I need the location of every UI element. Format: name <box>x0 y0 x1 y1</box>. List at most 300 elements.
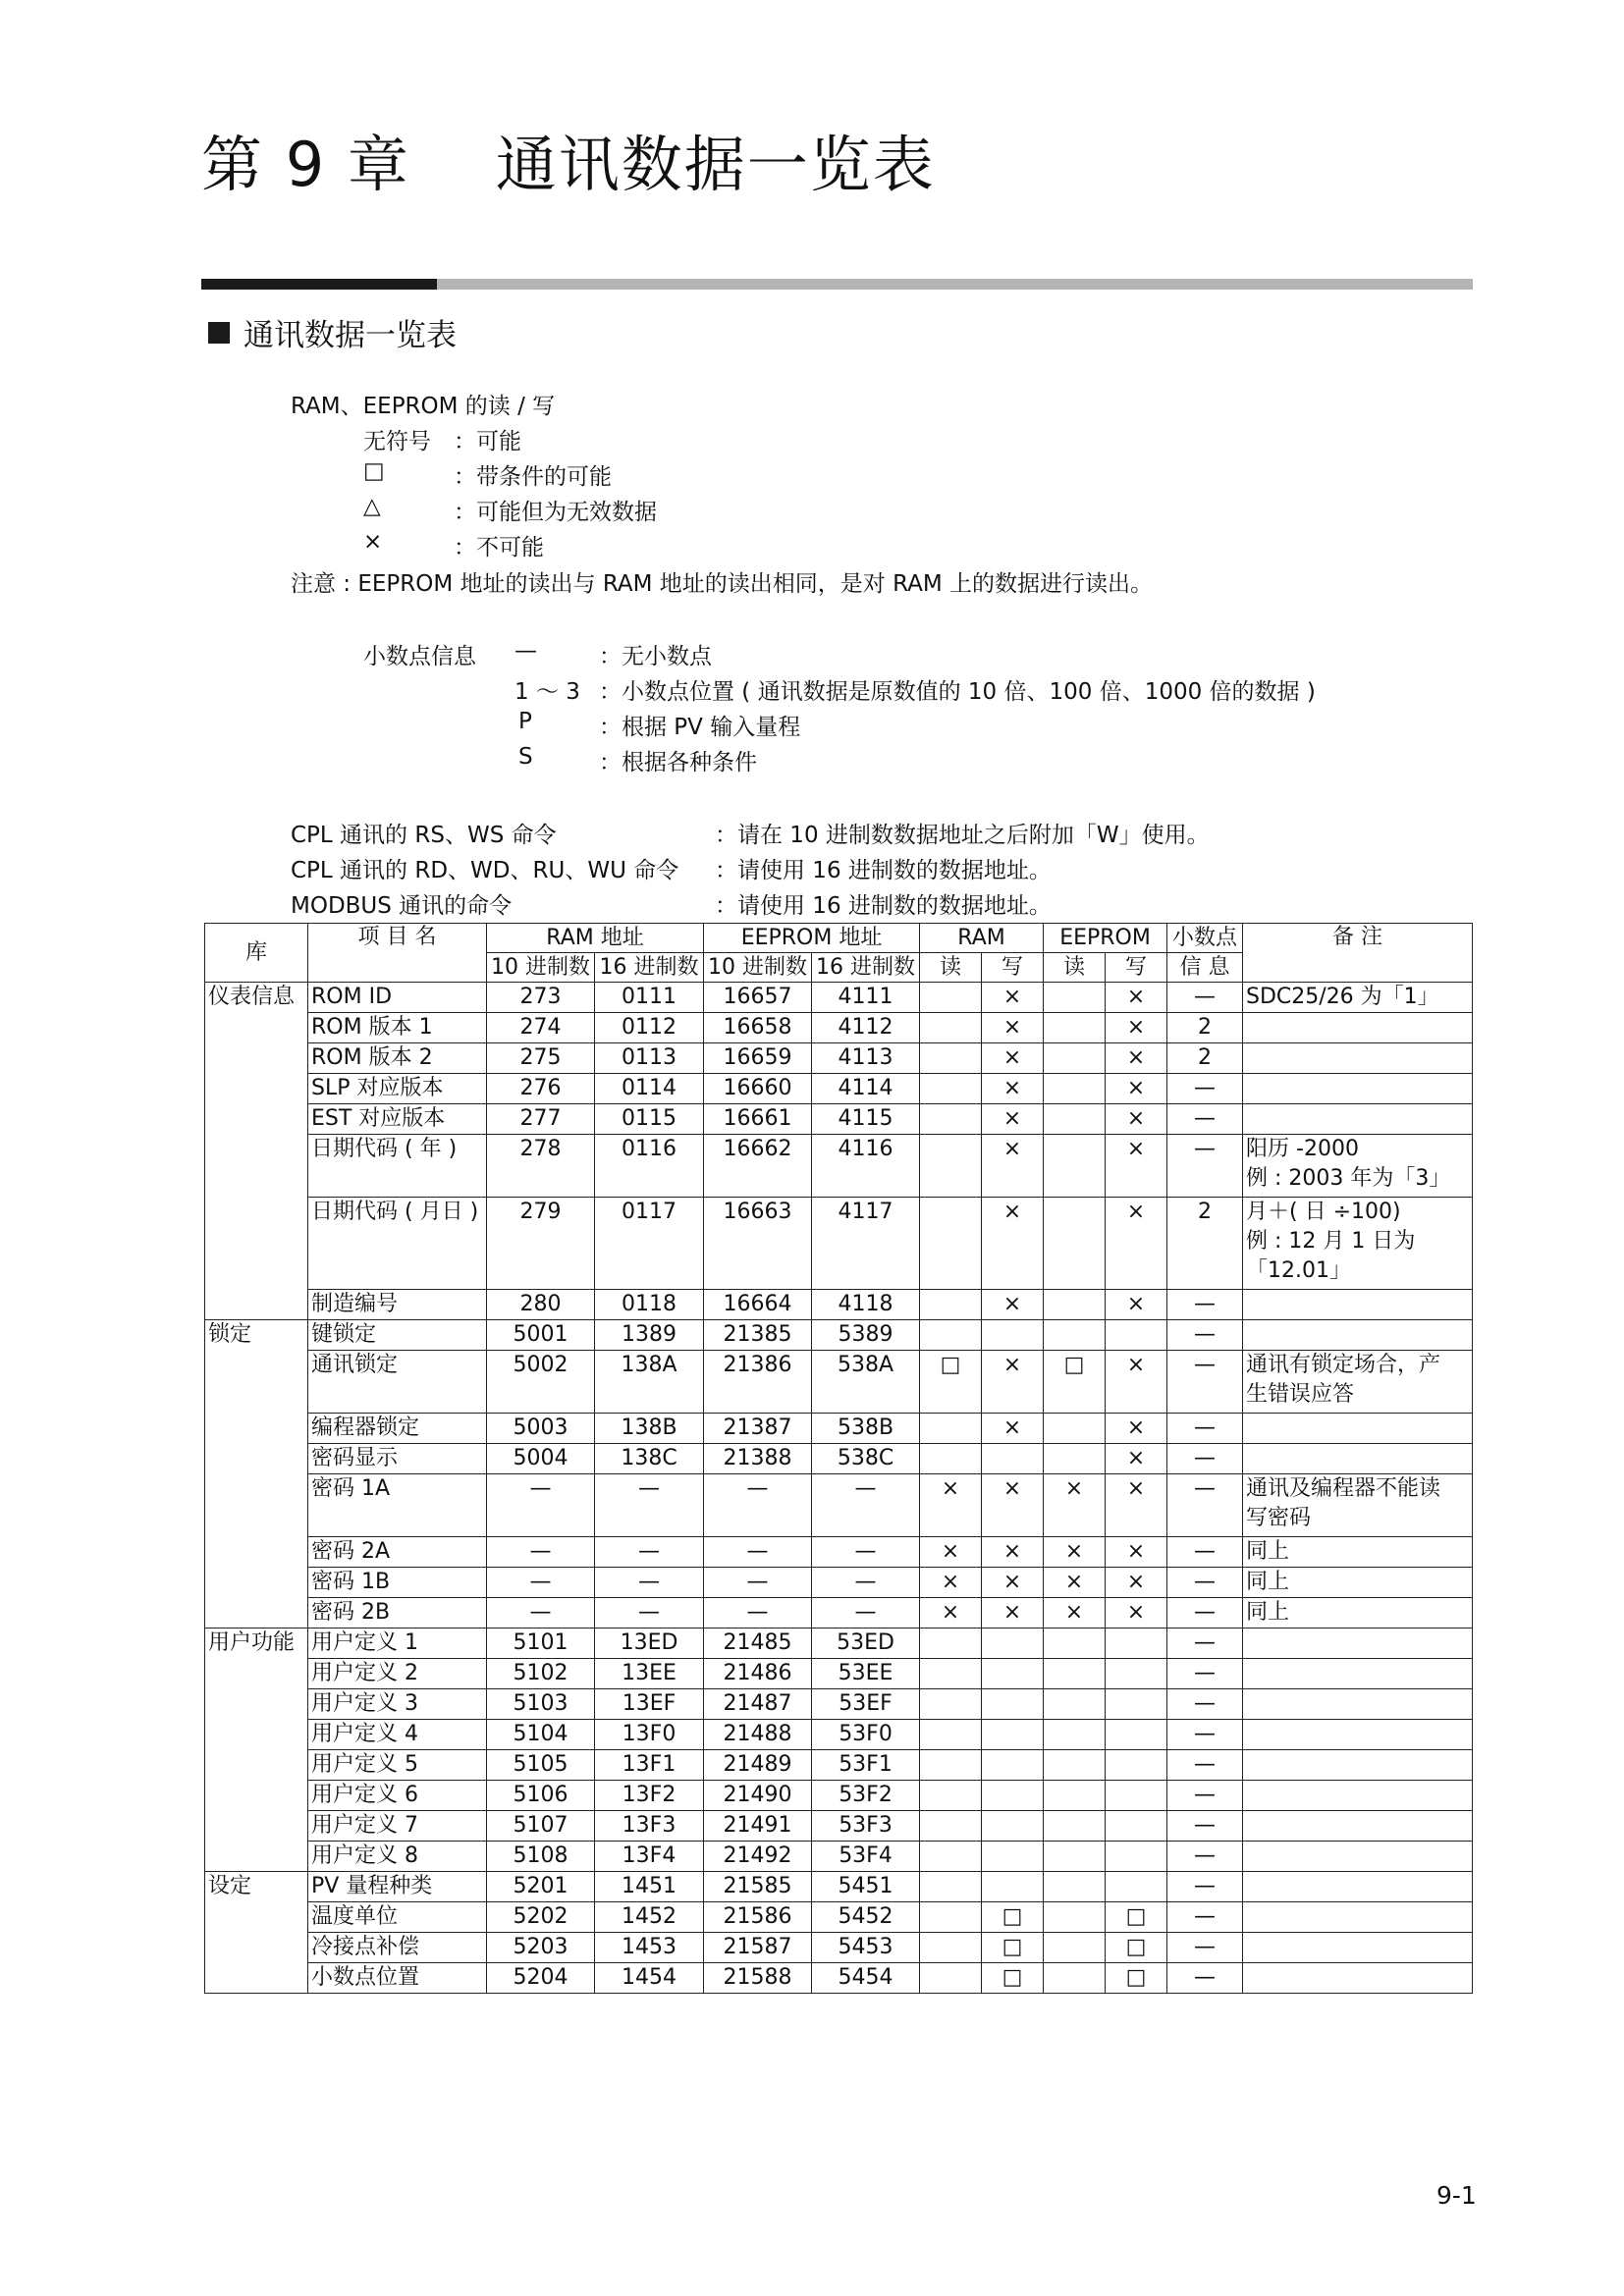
ram-hex16: 0111 <box>595 983 704 1013</box>
eeprom-hex16: 53F3 <box>812 1811 920 1842</box>
remark: 通讯及编程器不能读 写密码 <box>1243 1474 1473 1537</box>
ram-dec10: 5004 <box>487 1444 595 1474</box>
lib-cell <box>205 1720 308 1750</box>
eeprom-dec10: 21488 <box>704 1720 812 1750</box>
lib-cell <box>205 1474 308 1537</box>
eeprom-dec10: — <box>704 1568 812 1598</box>
decimal-info: 2 <box>1167 1013 1243 1043</box>
decimal-info: — <box>1167 1720 1243 1750</box>
item-name: 用户定义 7 <box>308 1811 487 1842</box>
eeprom-read <box>1044 1781 1106 1811</box>
table-row <box>205 1842 1473 1872</box>
eeprom-read <box>1044 1135 1106 1198</box>
ram-dec10: 5101 <box>487 1629 595 1659</box>
remark: 月＋( 日 ÷100) 例 : 12 月 1 日为 「12.01」 <box>1243 1198 1473 1290</box>
eeprom-dec10: 21386 <box>704 1351 812 1414</box>
remark <box>1243 1320 1473 1351</box>
ram-read <box>920 1842 982 1872</box>
header-read: 读 <box>1044 953 1106 983</box>
ram-write <box>982 1320 1044 1351</box>
item-name: 日期代码 ( 年 ) <box>308 1135 487 1198</box>
item-name: 制造编号 <box>308 1290 487 1320</box>
ram-read: □ <box>920 1351 982 1414</box>
decimal-symbol: — <box>514 638 537 664</box>
decimal-info: — <box>1167 983 1243 1013</box>
eeprom-dec10: 16658 <box>704 1013 812 1043</box>
decimal-info: — <box>1167 1963 1243 1994</box>
ram-dec10: — <box>487 1598 595 1629</box>
lib-cell <box>205 1135 308 1198</box>
remark <box>1243 1659 1473 1689</box>
ram-hex16: — <box>595 1598 704 1629</box>
ram-read <box>920 1720 982 1750</box>
item-name: 用户定义 1 <box>308 1629 487 1659</box>
table-row <box>205 1811 1473 1842</box>
eeprom-hex16: 5452 <box>812 1902 920 1933</box>
ram-read: × <box>920 1537 982 1568</box>
ram-dec10: 277 <box>487 1104 595 1135</box>
eeprom-read <box>1044 1842 1106 1872</box>
item-name: 密码显示 <box>308 1444 487 1474</box>
ram-hex16: 13EF <box>595 1689 704 1720</box>
ram-read <box>920 1629 982 1659</box>
header-ram-addr: RAM 地址 <box>487 924 704 953</box>
eeprom-write <box>1106 1781 1167 1811</box>
eeprom-write: × <box>1106 1568 1167 1598</box>
eeprom-dec10: 21586 <box>704 1902 812 1933</box>
item-name: ROM 版本 1 <box>308 1013 487 1043</box>
command-name: CPL 通讯的 RD、WD、RU、WU 命令 <box>291 858 679 883</box>
decimal-symbol: S <box>518 744 533 770</box>
ram-dec10: 5102 <box>487 1659 595 1689</box>
item-name: 用户定义 5 <box>308 1750 487 1781</box>
ram-hex16: 1453 <box>595 1933 704 1963</box>
eeprom-dec10: 16662 <box>704 1135 812 1198</box>
lib-cell <box>205 1351 308 1414</box>
eeprom-write: × <box>1106 1444 1167 1474</box>
eeprom-hex16: 4115 <box>812 1104 920 1135</box>
lib-cell: 设定 <box>205 1872 308 1902</box>
ram-dec10: 5107 <box>487 1811 595 1842</box>
ram-dec10: 5001 <box>487 1320 595 1351</box>
ram-dec10: 5104 <box>487 1720 595 1750</box>
eeprom-read <box>1044 1811 1106 1842</box>
decimal-info: — <box>1167 1135 1243 1198</box>
eeprom-hex16: 4116 <box>812 1135 920 1198</box>
lib-cell <box>205 1842 308 1872</box>
lib-cell <box>205 1598 308 1629</box>
eeprom-dec10: — <box>704 1537 812 1568</box>
legend-desc: ：不可能 <box>454 535 544 561</box>
ram-write <box>982 1842 1044 1872</box>
table-row <box>205 1963 1473 1994</box>
ram-hex16: — <box>595 1537 704 1568</box>
eeprom-dec10: 16664 <box>704 1290 812 1320</box>
table-row <box>205 1659 1473 1689</box>
ram-write: × <box>982 1568 1044 1598</box>
remark <box>1243 1842 1473 1872</box>
legend-symbol: △ <box>363 494 381 519</box>
ram-write: × <box>982 1043 1044 1074</box>
eeprom-read <box>1044 1720 1106 1750</box>
ram-hex16: 1454 <box>595 1963 704 1994</box>
section-heading <box>208 310 457 354</box>
eeprom-hex16: 538B <box>812 1414 920 1444</box>
lib-cell <box>205 1781 308 1811</box>
table-row <box>205 1689 1473 1720</box>
eeprom-read <box>1044 1689 1106 1720</box>
command-desc: ：请使用 16 进制数的数据地址。 <box>715 893 1052 919</box>
eeprom-dec10: 16657 <box>704 983 812 1013</box>
ram-hex16: 13F1 <box>595 1750 704 1781</box>
decimal-info: — <box>1167 1537 1243 1568</box>
ram-dec10: 274 <box>487 1013 595 1043</box>
item-name: EST 对应版本 <box>308 1104 487 1135</box>
ram-dec10: 280 <box>487 1290 595 1320</box>
eeprom-dec10: 21588 <box>704 1963 812 1994</box>
remark <box>1243 1933 1473 1963</box>
remark: 通讯有锁定场合，产 生错误应答 <box>1243 1351 1473 1414</box>
ram-hex16: 0115 <box>595 1104 704 1135</box>
eeprom-write: × <box>1106 1135 1167 1198</box>
ram-hex16: 13F0 <box>595 1720 704 1750</box>
eeprom-hex16: 5453 <box>812 1933 920 1963</box>
eeprom-hex16: 53F4 <box>812 1842 920 1872</box>
lib-cell <box>205 1013 308 1043</box>
ram-write: □ <box>982 1933 1044 1963</box>
header-write: 写 <box>1106 953 1167 983</box>
eeprom-write <box>1106 1320 1167 1351</box>
ram-dec10: 276 <box>487 1074 595 1104</box>
ram-read <box>920 1659 982 1689</box>
remark <box>1243 1781 1473 1811</box>
header-decimal: 小数点 <box>1167 924 1243 953</box>
eeprom-dec10: 16663 <box>704 1198 812 1290</box>
decimal-info: — <box>1167 1290 1243 1320</box>
decimal-info: — <box>1167 1414 1243 1444</box>
eeprom-read <box>1044 1750 1106 1781</box>
decimal-label: 小数点信息 <box>363 644 476 669</box>
title-rule-accent <box>201 279 437 290</box>
eeprom-hex16: 53F2 <box>812 1781 920 1811</box>
ram-dec10: 5201 <box>487 1872 595 1902</box>
ram-hex16: 0113 <box>595 1043 704 1074</box>
eeprom-hex16: 4117 <box>812 1198 920 1290</box>
lib-cell <box>205 1902 308 1933</box>
decimal-info: — <box>1167 1689 1243 1720</box>
ram-dec10: — <box>487 1568 595 1598</box>
eeprom-write <box>1106 1659 1167 1689</box>
command-desc: ：请使用 16 进制数的数据地址。 <box>715 858 1052 883</box>
ram-hex16: 0112 <box>595 1013 704 1043</box>
decimal-symbol: P <box>518 709 532 734</box>
ram-hex16: 0117 <box>595 1198 704 1290</box>
eeprom-read: □ <box>1044 1351 1106 1414</box>
ram-read <box>920 1933 982 1963</box>
ram-write: × <box>982 1537 1044 1568</box>
item-name: ROM ID <box>308 983 487 1013</box>
eeprom-read <box>1044 983 1106 1013</box>
eeprom-hex16: 4114 <box>812 1074 920 1104</box>
lib-cell <box>205 1933 308 1963</box>
lib-cell <box>205 1689 308 1720</box>
ram-dec10: 5105 <box>487 1750 595 1781</box>
item-name: 用户定义 6 <box>308 1781 487 1811</box>
header-eeprom: EEPROM <box>1044 924 1167 953</box>
decimal-info: 2 <box>1167 1043 1243 1074</box>
decimal-info: — <box>1167 1320 1243 1351</box>
eeprom-hex16: 53F1 <box>812 1750 920 1781</box>
eeprom-read <box>1044 1104 1106 1135</box>
item-name: 键锁定 <box>308 1320 487 1351</box>
eeprom-write: × <box>1106 1351 1167 1414</box>
ram-write: × <box>982 1135 1044 1198</box>
ram-read: × <box>920 1568 982 1598</box>
chapter-title: 第 9 章 通讯数据一览表 <box>201 129 936 200</box>
command-name: CPL 通讯的 RS、WS 命令 <box>291 823 557 848</box>
item-name: 日期代码 ( 月日 ) <box>308 1198 487 1290</box>
legend-desc: ：可能 <box>454 429 521 454</box>
decimal-info: — <box>1167 1351 1243 1414</box>
legend-symbol: 无符号 <box>363 429 431 454</box>
eeprom-write: × <box>1106 1414 1167 1444</box>
eeprom-write: × <box>1106 1104 1167 1135</box>
table-row <box>205 1629 1473 1659</box>
remark <box>1243 1290 1473 1320</box>
eeprom-read <box>1044 1013 1106 1043</box>
ram-hex16: 138A <box>595 1351 704 1414</box>
ram-dec10: — <box>487 1474 595 1537</box>
decimal-info: — <box>1167 1568 1243 1598</box>
decimal-info: — <box>1167 1474 1243 1537</box>
ram-dec10: 5203 <box>487 1933 595 1963</box>
eeprom-read <box>1044 1963 1106 1994</box>
ram-write <box>982 1659 1044 1689</box>
remark: SDC25/26 为「1」 <box>1243 983 1473 1013</box>
item-name: 用户定义 8 <box>308 1842 487 1872</box>
ram-read <box>920 1872 982 1902</box>
lib-cell <box>205 1568 308 1598</box>
eeprom-read <box>1044 1414 1106 1444</box>
eeprom-read <box>1044 1290 1106 1320</box>
ram-write: × <box>982 1351 1044 1414</box>
eeprom-write: × <box>1106 1198 1167 1290</box>
ram-read <box>920 1781 982 1811</box>
eeprom-dec10: 21587 <box>704 1933 812 1963</box>
eeprom-write: × <box>1106 1537 1167 1568</box>
header-hex16: 16 进制数 <box>812 953 920 983</box>
header-remark: 备 注 <box>1243 924 1473 983</box>
table-row <box>205 1568 1473 1598</box>
ram-write <box>982 1444 1044 1474</box>
ram-write: × <box>982 1104 1044 1135</box>
decimal-info: — <box>1167 1933 1243 1963</box>
eeprom-dec10: 21491 <box>704 1811 812 1842</box>
eeprom-write <box>1106 1750 1167 1781</box>
ram-dec10: 5204 <box>487 1963 595 1994</box>
ram-write: × <box>982 1074 1044 1104</box>
ram-write: × <box>982 1013 1044 1043</box>
eeprom-read: × <box>1044 1568 1106 1598</box>
remark <box>1243 1414 1473 1444</box>
eeprom-hex16: 5451 <box>812 1872 920 1902</box>
comm-data-table <box>204 923 1473 1994</box>
decimal-info: — <box>1167 1811 1243 1842</box>
table-row <box>205 1135 1473 1198</box>
remark <box>1243 1750 1473 1781</box>
eeprom-dec10: — <box>704 1474 812 1537</box>
remark <box>1243 1872 1473 1902</box>
eeprom-dec10: 21485 <box>704 1629 812 1659</box>
decimal-info: — <box>1167 1781 1243 1811</box>
table-row <box>205 1320 1473 1351</box>
remark <box>1243 1902 1473 1933</box>
eeprom-dec10: 21492 <box>704 1842 812 1872</box>
eeprom-hex16: — <box>812 1568 920 1598</box>
legend-desc: ：带条件的可能 <box>454 464 612 490</box>
ram-write <box>982 1811 1044 1842</box>
table-row <box>205 1750 1473 1781</box>
ram-dec10: — <box>487 1537 595 1568</box>
eeprom-write <box>1106 1720 1167 1750</box>
ram-write: □ <box>982 1963 1044 1994</box>
decimal-desc: ：根据 PV 输入量程 <box>599 715 801 740</box>
ram-dec10: 5003 <box>487 1414 595 1444</box>
eeprom-note: 注意 : EEPROM 地址的读出与 RAM 地址的读出相同，是对 RAM 上的数据进行读出。 <box>291 571 1154 597</box>
ram-read <box>920 1902 982 1933</box>
ram-dec10: 278 <box>487 1135 595 1198</box>
lib-cell <box>205 1198 308 1290</box>
eeprom-read <box>1044 1659 1106 1689</box>
command-desc: ：请在 10 进制数数据地址之后附加「W」使用。 <box>715 823 1210 848</box>
ram-write: × <box>982 983 1044 1013</box>
eeprom-write: □ <box>1106 1933 1167 1963</box>
ram-dec10: 279 <box>487 1198 595 1290</box>
remark <box>1243 1811 1473 1842</box>
header-eeprom-addr: EEPROM 地址 <box>704 924 920 953</box>
section-title: 通讯数据一览表 <box>244 318 457 353</box>
square-bullet-icon <box>208 322 230 344</box>
eeprom-write <box>1106 1689 1167 1720</box>
eeprom-dec10: 16659 <box>704 1043 812 1074</box>
lib-cell: 锁定 <box>205 1320 308 1351</box>
lib-cell <box>205 1043 308 1074</box>
table-body <box>205 983 1473 1994</box>
table-row <box>205 1781 1473 1811</box>
remark: 同上 <box>1243 1568 1473 1598</box>
remark <box>1243 1689 1473 1720</box>
item-name: 密码 1A <box>308 1474 487 1537</box>
remark <box>1243 1720 1473 1750</box>
remark <box>1243 1629 1473 1659</box>
eeprom-write: □ <box>1106 1902 1167 1933</box>
ram-dec10: 5106 <box>487 1781 595 1811</box>
table-row <box>205 1043 1473 1074</box>
eeprom-dec10: 21490 <box>704 1781 812 1811</box>
ram-hex16: 0118 <box>595 1290 704 1320</box>
eeprom-dec10: 21385 <box>704 1320 812 1351</box>
lib-cell <box>205 1750 308 1781</box>
lib-cell <box>205 1963 308 1994</box>
table-row <box>205 1198 1473 1290</box>
lib-cell: 仪表信息 <box>205 983 308 1013</box>
ram-hex16: 1451 <box>595 1872 704 1902</box>
eeprom-write <box>1106 1842 1167 1872</box>
legend-symbol: × <box>363 529 383 555</box>
ram-dec10: 5103 <box>487 1689 595 1720</box>
eeprom-hex16: 538A <box>812 1351 920 1414</box>
eeprom-hex16: 53F0 <box>812 1720 920 1750</box>
ram-read <box>920 1013 982 1043</box>
eeprom-hex16: 4112 <box>812 1013 920 1043</box>
decimal-info: — <box>1167 1750 1243 1781</box>
decimal-info: — <box>1167 1659 1243 1689</box>
remark <box>1243 1444 1473 1474</box>
eeprom-dec10: — <box>704 1598 812 1629</box>
item-name: 用户定义 4 <box>308 1720 487 1750</box>
decimal-info: — <box>1167 1598 1243 1629</box>
ram-read <box>920 1135 982 1198</box>
table-row <box>205 1074 1473 1104</box>
ram-write <box>982 1872 1044 1902</box>
eeprom-write: × <box>1106 983 1167 1013</box>
decimal-desc: ：无小数点 <box>599 644 712 669</box>
eeprom-read <box>1044 1320 1106 1351</box>
item-name: PV 量程种类 <box>308 1872 487 1902</box>
item-name: 密码 2B <box>308 1598 487 1629</box>
lib-cell <box>205 1290 308 1320</box>
decimal-info: 2 <box>1167 1198 1243 1290</box>
ram-write <box>982 1629 1044 1659</box>
decimal-desc: ：根据各种条件 <box>599 750 757 775</box>
item-name: ROM 版本 2 <box>308 1043 487 1074</box>
eeprom-dec10: 21489 <box>704 1750 812 1781</box>
page-number: 9-1 <box>1436 2181 1477 2210</box>
eeprom-hex16: 53ED <box>812 1629 920 1659</box>
eeprom-hex16: 5454 <box>812 1963 920 1994</box>
eeprom-hex16: 4111 <box>812 983 920 1013</box>
item-name: 小数点位置 <box>308 1963 487 1994</box>
eeprom-read <box>1044 1933 1106 1963</box>
ram-read <box>920 1414 982 1444</box>
eeprom-read <box>1044 1629 1106 1659</box>
eeprom-write: × <box>1106 1290 1167 1320</box>
ram-write: × <box>982 1198 1044 1290</box>
table-row <box>205 1104 1473 1135</box>
ram-hex16: 13F2 <box>595 1781 704 1811</box>
eeprom-hex16: — <box>812 1598 920 1629</box>
eeprom-read: × <box>1044 1537 1106 1568</box>
header-read: 读 <box>920 953 982 983</box>
eeprom-write: □ <box>1106 1963 1167 1994</box>
decimal-info: — <box>1167 1902 1243 1933</box>
header-write: 写 <box>982 953 1044 983</box>
eeprom-read: × <box>1044 1474 1106 1537</box>
lib-cell <box>205 1537 308 1568</box>
ram-dec10: 5202 <box>487 1902 595 1933</box>
eeprom-hex16: 538C <box>812 1444 920 1474</box>
eeprom-dec10: 21487 <box>704 1689 812 1720</box>
remark: 同上 <box>1243 1537 1473 1568</box>
item-name: 密码 1B <box>308 1568 487 1598</box>
decimal-info: — <box>1167 1074 1243 1104</box>
rw-heading: RAM、EEPROM 的读 / 写 <box>291 394 556 419</box>
decimal-info: — <box>1167 1629 1243 1659</box>
ram-read <box>920 983 982 1013</box>
item-name: 通讯锁定 <box>308 1351 487 1414</box>
ram-hex16: 13ED <box>595 1629 704 1659</box>
ram-write: × <box>982 1414 1044 1444</box>
